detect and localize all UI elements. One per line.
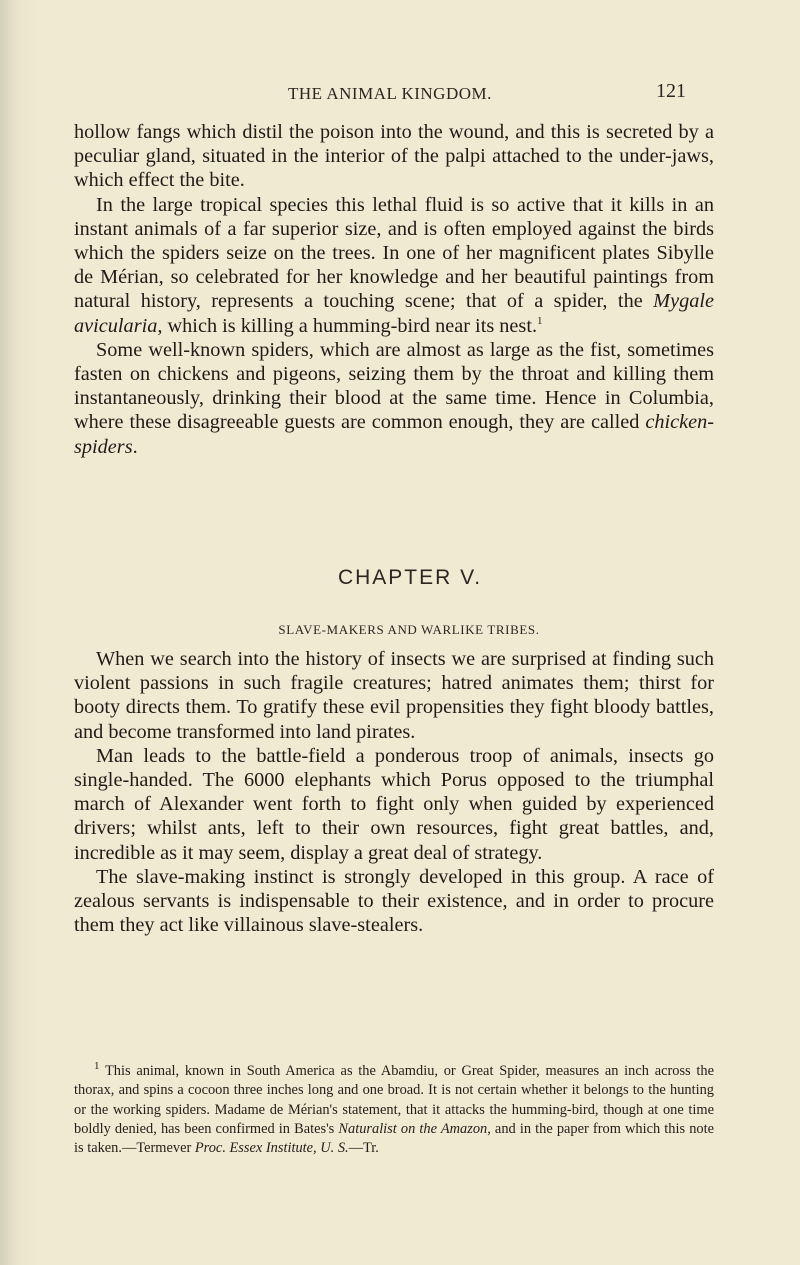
paragraph-text: Some well-known spiders, which are almost as large as the fist, sometimes fasten on chickens and pigeons, seizing them by the throat and killing them instantaneously, drinking their blood at the same time. Hence in Columbia, where these disagreeable guests are common enough, they are called <box>74 338 714 434</box>
page-number: 121 <box>656 80 686 102</box>
running-head: THE ANIMAL KINGDOM. <box>288 84 492 103</box>
paragraph <box>74 338 714 459</box>
italic-term: chicken-spiders <box>74 411 714 458</box>
paragraph-text: , which is killing a humming-bird near its nest. <box>157 314 538 337</box>
body-text-top <box>74 120 714 459</box>
footnote-text: —Tr. <box>348 1140 379 1157</box>
paragraph: Man leads to the battle-field a ponderous troop of animals, insects go single-handed. The 6000 elephants which Porus opposed to the triumphal march of Alexander went forth to fight only when guided by experienced drivers; whilst ants, left to their own resources, fight great battles, and, incredible as it may seem, display a great deal of strategy. <box>74 744 714 864</box>
footnote-text: , and in the paper from which this note is taken.—Termever <box>74 1120 714 1157</box>
footnote <box>74 1062 714 1158</box>
chapter-subtitle: SLAVE-MAKERS AND WARLIKE TRIBES. <box>278 622 540 637</box>
paragraph <box>74 193 714 338</box>
book-title: Naturalist on the Amazon <box>338 1120 488 1137</box>
paragraph-text: . <box>132 435 138 458</box>
footnote-marker: 1 <box>94 1060 100 1073</box>
footnote-marker: 1 <box>537 314 543 327</box>
paragraph: When we search into the history of insects we are surprised at finding such violent passions in such fragile creatures; hatred animates them; thirst for booty directs them. To gratify these evil propensities they fight bloody battles, and become transformed into land pirates. <box>74 648 714 743</box>
chapter-title: CHAPTER V. <box>337 566 483 589</box>
page-header <box>0 80 800 108</box>
body-text-bottom <box>74 647 714 937</box>
journal-title: Proc. Essex Institute, U. S. <box>194 1140 349 1157</box>
paragraph <box>74 120 714 193</box>
species-name: Mygale avicularia <box>74 290 714 337</box>
footnote-text: This animal, known in South America as the Abamdiu, or Great Spider, measures an inch across the thorax, and spins a cocoon three inches long and one broad. It is not certain whether it belongs to the hunting or the working spiders. Madame de Mérian's statement, that it attacks the humming-bird, though at one time boldly denied, has been confirmed in Bates's <box>74 1063 714 1137</box>
paragraph-text: In the large tropical species this lethal fluid is so active that it kills in an instant animals of a far superior size, and is often employed against the birds which the spiders seize on the trees. In one of her magnificent plates Sibylle de Mérian, so celebrated for her knowledge and her beautiful paintings from natural history, represents a touching scene; that of a spider, the <box>74 193 714 313</box>
paragraph: The slave-making instinct is strongly developed in this group. A race of zealous servants is indispensable to their existence, and in order to procure them they act like villainous slave-stealers. <box>74 865 714 937</box>
paragraph-text: hollow fangs which distil the poison into the wound, and this is secreted by a peculiar gland, situated in the interior of the palpi attached to the under-jaws, which effect the bite. <box>74 121 714 192</box>
